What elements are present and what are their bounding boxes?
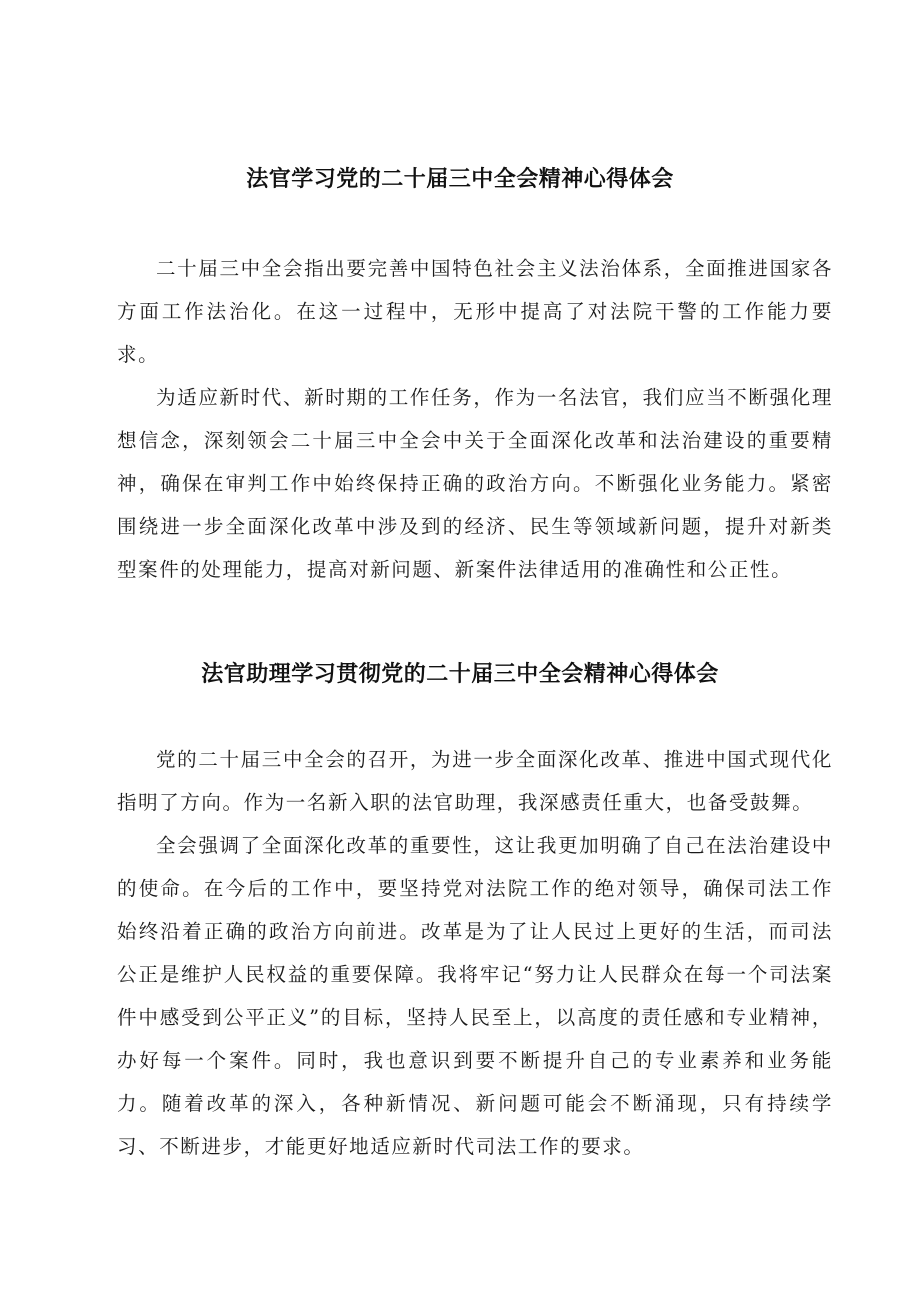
paragraph: 二十届三中全会指出要完善中国特色社会主义法治体系，全面推进国家各方面工作法治化。在这一过程中，无形中提高了对法院干警的工作能力要求。 bbox=[117, 257, 833, 366]
section-title-judge: 法官学习党的二十届三中全会精神心得体会 bbox=[246, 167, 674, 192]
paragraph: 全会强调了全面深化改革的重要性，这让我更加明确了自己在法治建设中的使命。在今后的工作中，要坚持党对法院工作的绝对领导，确保司法工作始终沿着正确的政治方向前进。改革是为了让人民过上更好的生活，而司法公正是维护人民权益的重要保障。我将牢记“努力让人民群众在每一个司法案件中感受到公平正义”的目标，坚持人民至上，以高度的责任感和专业精神，办好每一个案件。同时，我也意识到要不断提升自己的专业素养和业务能力。随着改革的深入，各种新情况、新问题可能会不断涌现，只有持续学习、不断进步，才能更好地适应新时代司法工作的要求。 bbox=[117, 834, 833, 1158]
section-body-judge-assistant bbox=[117, 738, 833, 1168]
section-body-judge bbox=[117, 247, 833, 591]
paragraph: 党的二十届三中全会的召开，为进一步全面深化改革、推进中国式现代化指明了方向。作为一名新入职的法官助理，我深感责任重大，也备受鼓舞。 bbox=[117, 748, 833, 814]
paragraph: 为适应新时代、新时期的工作任务，作为一名法官，我们应当不断强化理想信念，深刻领会二十届三中全会中关于全面深化改革和法治建设的重要精神，确保在审判工作中始终保持正确的政治方向。不断强化业务能力。紧密围绕进一步全面深化改革中涉及到的经济、民生等领域新问题，提升对新类型案件的处理能力，提高对新问题、新案件法律适用的准确性和公正性。 bbox=[117, 386, 833, 581]
section-title-judge-assistant: 法官助理学习贯彻党的二十届三中全会精神心得体会 bbox=[201, 662, 719, 687]
